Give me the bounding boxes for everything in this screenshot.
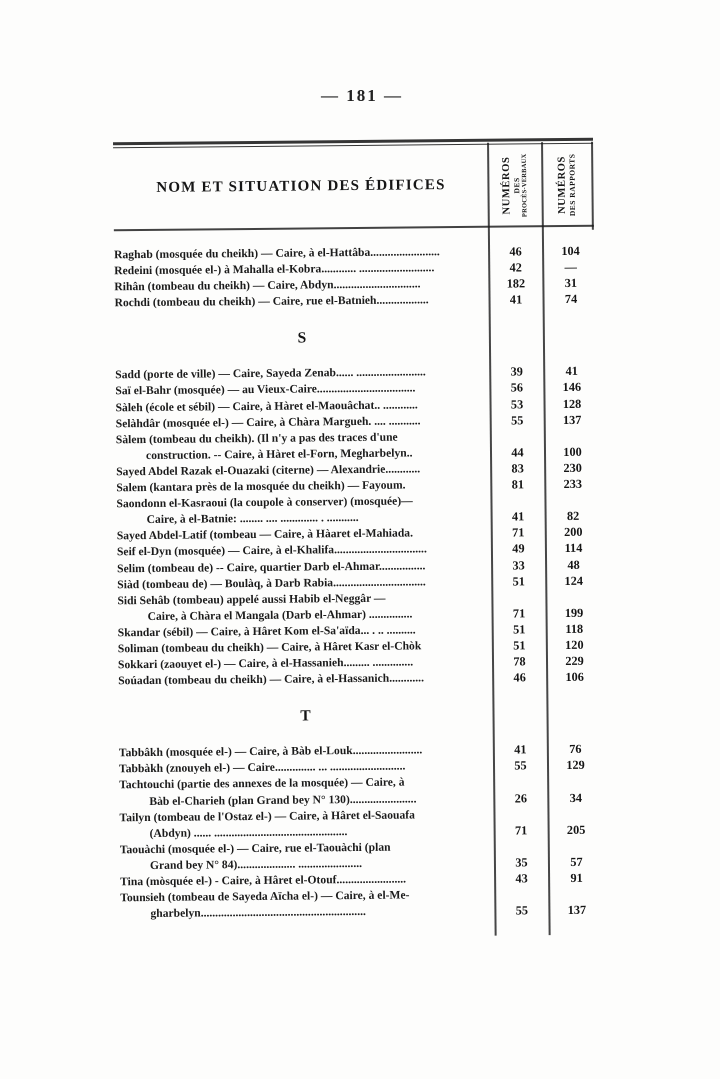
proces-verbaux-number: 46 xyxy=(509,244,522,259)
proces-verbaux-number: 51 xyxy=(512,622,526,637)
rapports-number: 229 xyxy=(565,653,584,669)
proces-verbaux-number: 182 xyxy=(506,276,526,291)
edifice-name: Tina (mòsquée el-) - Caire, à Hâret el-Otouf........................ xyxy=(120,872,407,889)
rapports-number: 74 xyxy=(564,292,578,307)
edifice-name: Tailyn (tombeau de l'Ostaz el-) — Caire, à Hâret el-Saouafa xyxy=(119,808,415,824)
proces-verbaux-number: 51 xyxy=(512,573,525,589)
edifice-name: Tounsieh (tombeau de Sayeda Aïcha el-) — Caire, à el-Me- xyxy=(120,888,410,905)
table-row-line xyxy=(118,669,598,690)
proces-verbaux-number: 81 xyxy=(511,477,525,492)
edifice-name: Selim (tombeau de) -- Caire, quartier Darb el-Ahmar................ xyxy=(117,558,426,575)
rapports-number: 146 xyxy=(562,380,582,395)
edifice-name: Rochdi (tombeau du cheikh) — Caire, rue el-Batnieh.................. xyxy=(114,293,429,310)
edifice-name: construction. -- Caire, à Hàret el-Forn, Megharbelyn.. xyxy=(145,446,413,462)
edifice-name: Soúadan (tombeau du cheikh) — Caire, à el-Hassanich............ xyxy=(118,671,425,688)
edifice-name: Tachtouchi (partie des annexes de la mosquée) — Caire, à xyxy=(119,775,405,792)
proces-verbaux-number: 43 xyxy=(515,871,528,886)
rapports-number: 230 xyxy=(563,460,582,475)
rapports-number: 114 xyxy=(564,541,583,556)
proces-verbaux-number: 42 xyxy=(509,260,522,275)
edifice-name: Grand bey N° 84).................... ...................... xyxy=(149,856,363,872)
edifice-name: Soliman (tombeau du cheikh) — Caire, à Hâret Kasr el-Chòk xyxy=(117,639,422,656)
edifice-name: Saï el-Bahr (mosquée) — au Vieux-Caire.................................. xyxy=(115,381,416,398)
edifice-name: Tabbâkh (mosquée el-) — Caire, à Bàb el-Louk........................ xyxy=(118,743,423,760)
rapports-number: 34 xyxy=(569,790,583,805)
column-header-rapports xyxy=(541,144,593,225)
rapports-number: 106 xyxy=(565,669,584,685)
rapports-number: 118 xyxy=(565,621,584,636)
proces-verbaux-number: 55 xyxy=(510,413,524,428)
edifice-name: Selàhdâr (mosquée el-) — Caire, à Chàra Margueh. .... ........... xyxy=(115,414,421,430)
edifice-name: Siàd (tombeau de) — Boulàq, à Darb Rabia................................ xyxy=(117,574,426,591)
table-row-line xyxy=(120,902,600,923)
proces-verbaux-number: 55 xyxy=(515,903,529,918)
edifice-name: Redeini (mosquée el-) à Mahalla el-Kobra............ .......................... xyxy=(114,261,435,278)
rapports-number: 48 xyxy=(567,557,580,572)
edifice-name: Sàlem (tombeau du cheikh). (Il n'y a pas des traces d'une xyxy=(115,430,398,447)
edifice-name: Tabbàkh (znouyeh el-) — Caire.............. ... .......................... xyxy=(118,759,406,776)
proces-verbaux-number: 41 xyxy=(511,509,525,524)
rapports-number: 129 xyxy=(566,758,585,773)
edifice-name: Sokkari (zaouyet el-) — Caire, à el-Hassanieh......... .............. xyxy=(117,655,414,672)
column-header-proces-verbaux xyxy=(487,144,543,226)
proces-verbaux-number: 41 xyxy=(514,742,527,757)
rapports-number: 120 xyxy=(565,637,584,652)
section-letter: S xyxy=(297,329,308,347)
page-number: — 181 — xyxy=(321,86,403,105)
rapports-number: 41 xyxy=(565,364,578,379)
proces-verbaux-number: 46 xyxy=(513,670,526,685)
rapports-number: 200 xyxy=(563,525,583,540)
proces-verbaux-number: 41 xyxy=(509,292,523,307)
proces-verbaux-number: 51 xyxy=(513,638,526,653)
rapports-number: 128 xyxy=(562,396,582,411)
edifice-name: Caire, à Chàra el Mangala (Darb el-Ahmar) ............... xyxy=(147,607,413,623)
rapports-number: 100 xyxy=(563,444,582,459)
rotated-header-text: NUMÉROS DES RAPPORTS xyxy=(556,153,578,216)
proces-verbaux-number: 44 xyxy=(511,445,524,460)
edifice-name: Raghab (mosquée du cheikh) — Caire, à el-Hattâba........................ xyxy=(114,245,440,262)
edifice-name: Seif el-Dyn (mosquée) — Caire, à el-Khalifa................................ xyxy=(116,542,427,559)
proces-verbaux-number: 83 xyxy=(511,461,524,476)
rapports-number: 199 xyxy=(564,605,584,620)
rotated-header-text: NUMÉROS DES PROCÈS-VERBAUX xyxy=(500,153,529,217)
table-right-border xyxy=(591,142,594,230)
rapports-number: 137 xyxy=(562,412,582,427)
table-row-line xyxy=(114,291,594,312)
edifice-name: gharbelyn......................................................... xyxy=(150,905,366,921)
edifices-table xyxy=(113,138,601,945)
proces-verbaux-number: 53 xyxy=(510,396,524,412)
proces-verbaux-number: 49 xyxy=(512,541,525,556)
proces-verbaux-number: 55 xyxy=(514,758,527,773)
section-letter: T xyxy=(300,707,312,725)
rapports-number: 233 xyxy=(563,476,583,492)
proces-verbaux-number: 33 xyxy=(512,557,525,572)
rapports-number: 124 xyxy=(564,573,584,588)
proces-verbaux-number: 71 xyxy=(514,823,528,838)
proces-verbaux-number: 71 xyxy=(512,606,526,621)
rapports-number: 104 xyxy=(561,243,580,259)
rapports-number: 57 xyxy=(570,854,583,869)
edifice-name: Saondonn el-Kasraoui (la coupole à conserver) (mosquée)— xyxy=(116,494,413,511)
rapports-number: — xyxy=(564,259,577,275)
rapports-number: 31 xyxy=(564,276,578,291)
edifice-name: Sidi Sehâb (tombeau) appelé aussi Habib el-Neggâr — xyxy=(117,591,386,607)
edifice-name: Salem (kantara près de la mosquée du cheikh) — Fayoum. xyxy=(116,478,406,495)
edifice-name: Taouàchi (mosquée el-) — Caire, rue el-Taouàchi (plan xyxy=(119,840,391,857)
edifice-name: Bàb el-Charieh (plan Grand bey N° 130)....................... xyxy=(149,791,417,808)
proces-verbaux-number: 26 xyxy=(514,790,528,806)
rapports-number: 205 xyxy=(566,822,586,837)
edifice-name: Sadd (porte de ville) — Caire, Sayeda Zenab...... ........................ xyxy=(115,365,426,382)
edifice-name: Sayed Abdel-Latif (tombeau — Caire, à Hàaret el-Mahiada. xyxy=(116,526,414,543)
edifice-name: Skandar (sébil) — Caire, à Hâret Kom el-Sa'aïda... . .. .......... xyxy=(117,623,416,640)
column-header-nom: NOM ET SITUATION DES ÉDIFICES xyxy=(156,177,446,196)
edifice-name: Caire, à el-Batnie: ........ .... ............. . ........... xyxy=(146,511,359,527)
edifice-name: Sàleh (école et sébil) — Caire, à Hàret el-Maouâchat.. ............ xyxy=(115,397,418,414)
rapports-number: 82 xyxy=(566,509,580,524)
proces-verbaux-number: 78 xyxy=(513,654,526,669)
edifice-name: Rihân (tombeau du cheikh) — Caire, Abdyn.............................. xyxy=(114,277,421,294)
proces-verbaux-number: 39 xyxy=(510,364,523,379)
proces-verbaux-number: 56 xyxy=(510,380,524,395)
edifice-name: (Abdyn) ...... .............................................. xyxy=(149,824,348,840)
table-body xyxy=(114,227,601,923)
proces-verbaux-number: 35 xyxy=(515,855,528,870)
table-header xyxy=(113,144,594,230)
rapports-number: 91 xyxy=(570,870,583,885)
proces-verbaux-number: 71 xyxy=(512,525,525,540)
rapports-number: 76 xyxy=(569,742,582,757)
rapports-number: 137 xyxy=(567,902,587,918)
edifice-name: Sayed Abdel Razak el-Ouazaki (citerne) — Alexandrie............ xyxy=(116,462,421,479)
